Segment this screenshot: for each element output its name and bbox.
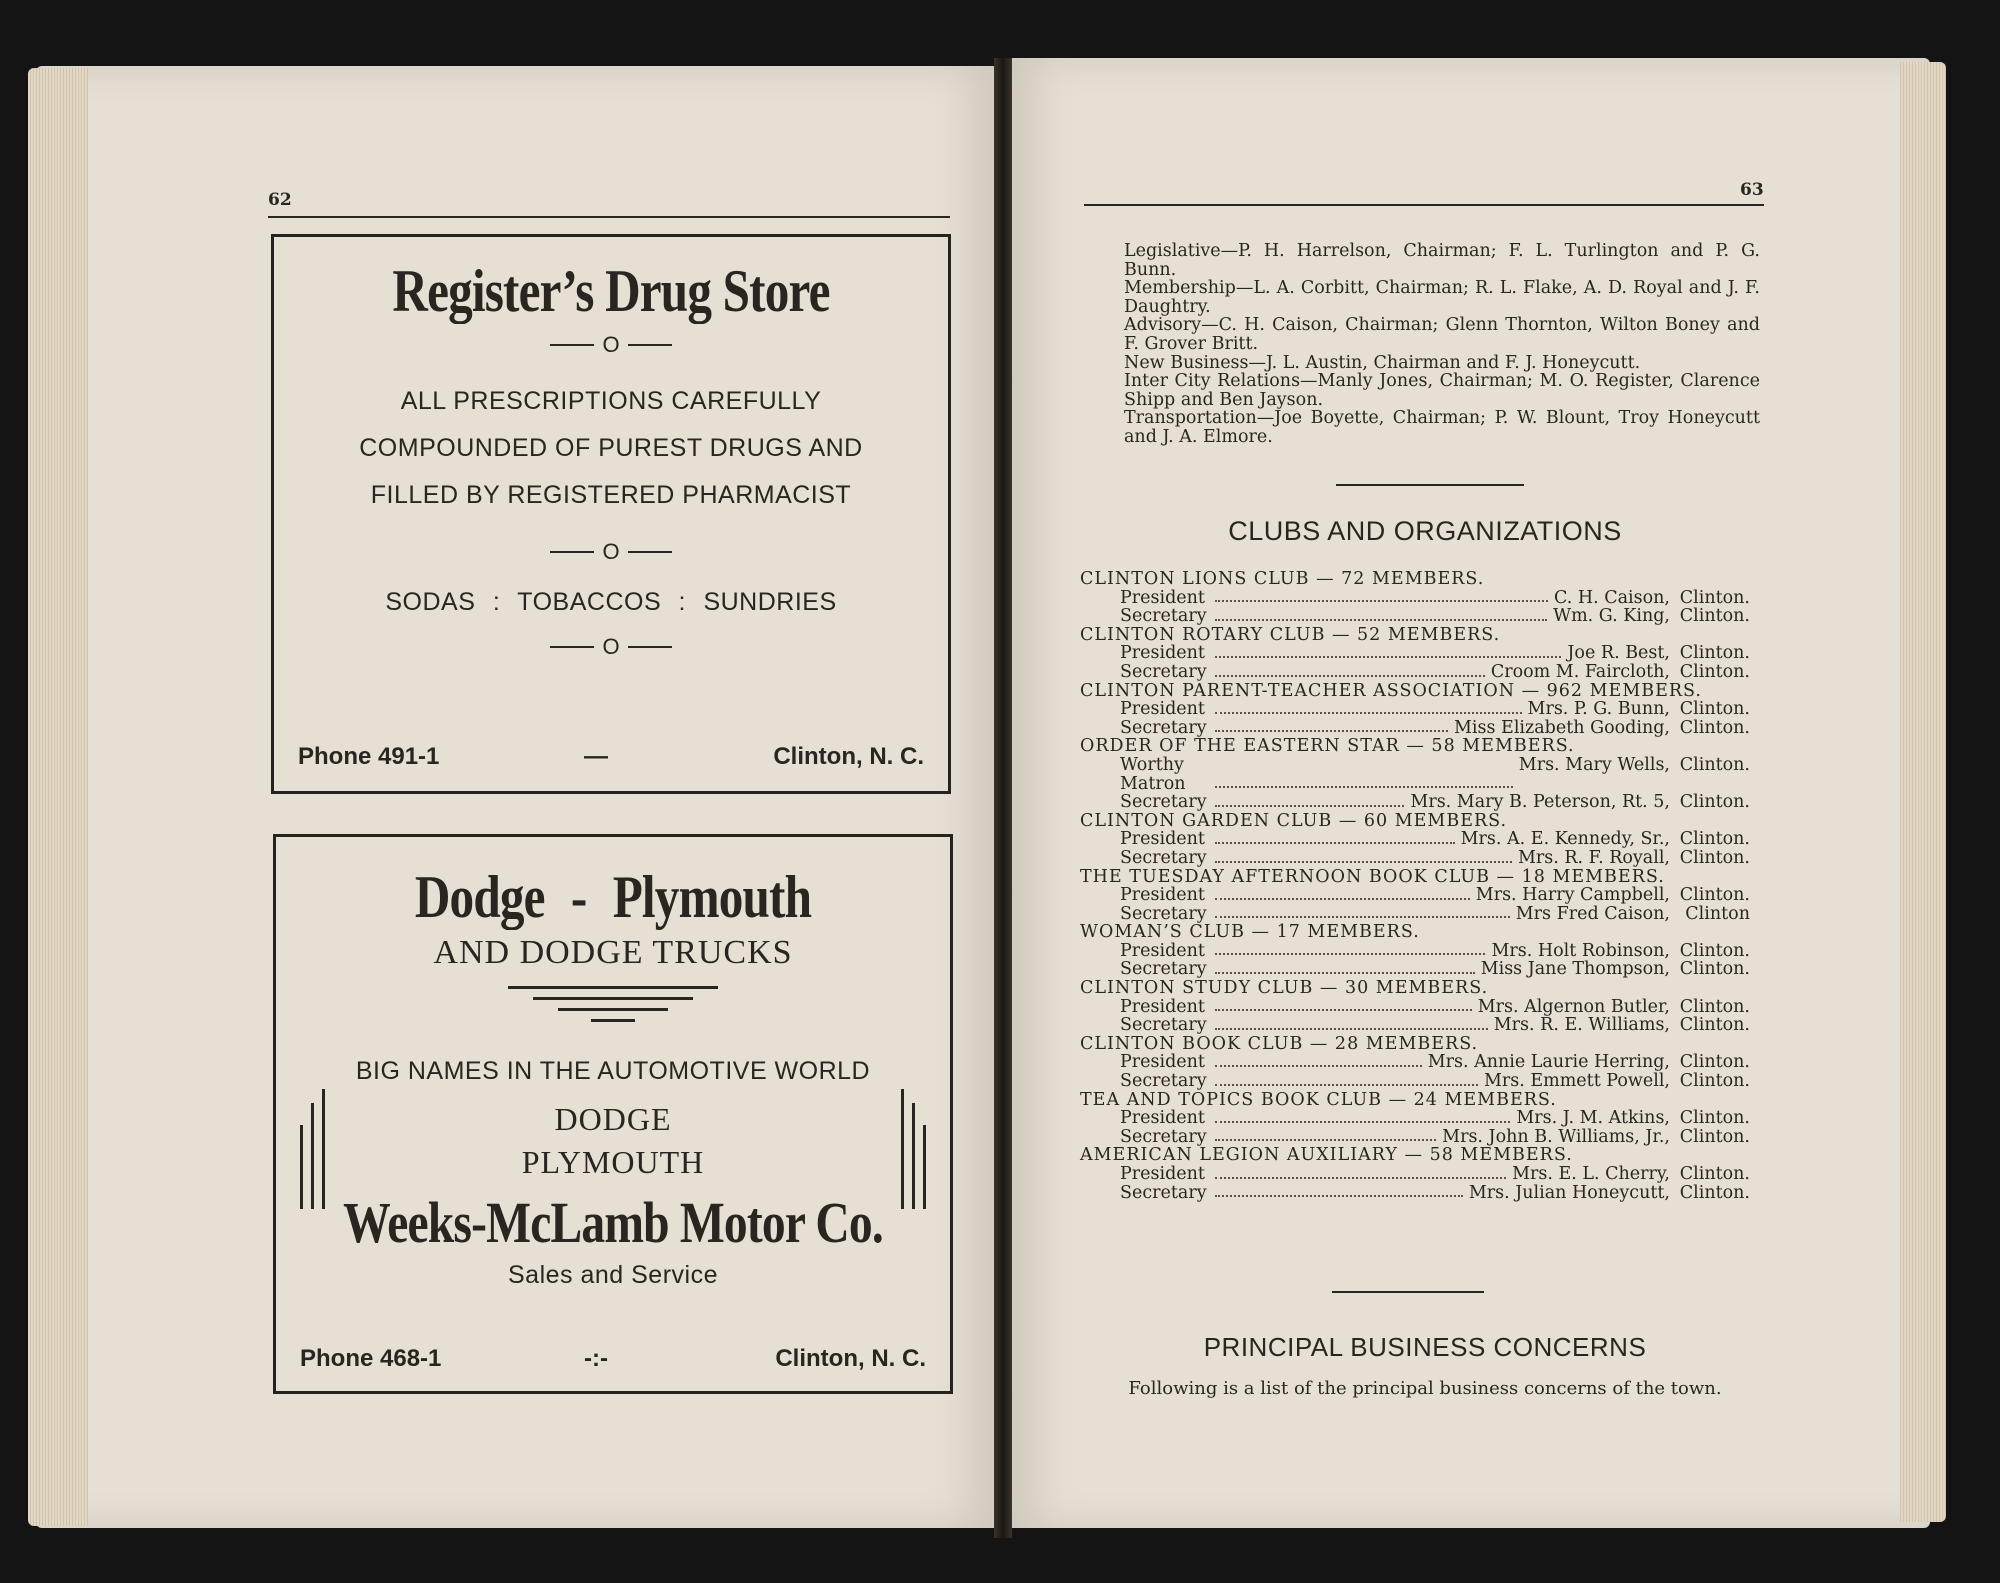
officer-role: Worthy Matron xyxy=(1120,754,1186,794)
clubs-heading: CLUBS AND ORGANIZATIONS xyxy=(1228,516,1622,546)
club-name: CLINTON STUDY CLUB — 30 MEMBERS. xyxy=(1080,978,1489,999)
officer-row xyxy=(1080,1165,1750,1184)
officer-role: Secretary xyxy=(1120,1182,1207,1203)
committee-list xyxy=(1124,242,1760,447)
section-rule xyxy=(1332,1291,1484,1293)
ad-phone: Phone 491-1 xyxy=(298,743,440,770)
officer-role: President xyxy=(1120,829,1205,850)
officer-role: Secretary xyxy=(1120,717,1207,738)
committee-entry: Transportation—Joe Boyette, Chairman; P. W. Blount, Troy Honeycutt and J. A. Elmore. xyxy=(1124,408,1760,447)
book-spine xyxy=(994,58,1012,1538)
club-name: ORDER OF THE EASTERN STAR — 58 MEMBERS. xyxy=(1080,736,1575,757)
dot-leader xyxy=(1215,886,1470,900)
officer-town: Clinton xyxy=(1685,903,1750,924)
club-name: CLINTON GARDEN CLUB — 60 MEMBERS. xyxy=(1080,810,1508,831)
officer-name: Mrs. Mary B. Peterson, Rt. 5, xyxy=(1410,792,1670,813)
dot-leader xyxy=(1215,1016,1488,1030)
open-book xyxy=(28,58,1946,1538)
club-name: CLINTON BOOK CLUB — 28 MEMBERS. xyxy=(1080,1033,1479,1054)
officer-role: Secretary xyxy=(1120,1071,1207,1092)
officer-row xyxy=(1080,607,1750,626)
officer-row xyxy=(1080,1184,1750,1203)
officer-row xyxy=(1080,905,1750,924)
officer-role: Secretary xyxy=(1120,1015,1207,1036)
officer-name: Joe R. Best, xyxy=(1567,643,1670,664)
officer-role: President xyxy=(1120,1164,1205,1184)
officer-role: President xyxy=(1120,1108,1205,1129)
dot-leader xyxy=(1215,942,1485,956)
dot-leader xyxy=(1215,589,1548,603)
ad-title: Dodge - Plymouth xyxy=(414,864,812,930)
club-name: AMERICAN LEGION AUXILIARY — 58 MEMBERS. xyxy=(1080,1145,1573,1166)
club-name: THE TUESDAY AFTERNOON BOOK CLUB — 18 MEMBERS. xyxy=(1080,866,1665,887)
ad-sundries: SODAS : TOBACCOS : SUNDRIES xyxy=(385,588,837,616)
officer-name: Croom M. Faircloth, xyxy=(1490,661,1670,682)
officer-role: President xyxy=(1120,1052,1205,1073)
officer-row xyxy=(1080,644,1750,663)
officer-row xyxy=(1080,663,1750,682)
officer-town: Clinton. xyxy=(1679,940,1750,961)
officer-town: Clinton. xyxy=(1679,829,1750,850)
ad-phone: Phone 468-1 xyxy=(300,1345,442,1372)
officer-name: Mrs. John B. Williams, Jr., xyxy=(1442,1126,1670,1147)
officer-name: Mrs. E. L. Cherry, xyxy=(1512,1164,1670,1184)
club-name: CLINTON ROTARY CLUB — 52 MEMBERS. xyxy=(1080,624,1501,645)
deco-bars-right xyxy=(901,1103,926,1209)
officer-town: Clinton. xyxy=(1679,717,1750,738)
officer-town: Clinton. xyxy=(1679,1052,1750,1073)
officer-row xyxy=(1080,960,1750,979)
officer-role: Secretary xyxy=(1120,959,1207,980)
officer-name: Mrs. J. M. Atkins, xyxy=(1516,1108,1670,1129)
ad-subtitle: AND DODGE TRUCKS xyxy=(433,934,793,971)
dot-leader xyxy=(1215,719,1448,733)
officer-name: Miss Jane Thompson, xyxy=(1480,959,1670,980)
deco-rule xyxy=(591,1019,635,1022)
officer-row xyxy=(1080,1016,1750,1035)
officer-role: Secretary xyxy=(1120,903,1207,924)
dot-leader xyxy=(1215,663,1485,677)
ad-brand: DODGE xyxy=(554,1101,672,1137)
page-edges-left xyxy=(28,68,88,1526)
deco-bars-left xyxy=(300,1103,325,1209)
club-name: TEA AND TOPICS BOOK CLUB — 24 MEMBERS. xyxy=(1080,1089,1557,1110)
officer-role: President xyxy=(1120,996,1205,1017)
officer-town: Clinton. xyxy=(1679,885,1750,906)
officer-row xyxy=(1080,1053,1750,1072)
page-number-left: 62 xyxy=(268,190,292,210)
officer-name: Mrs. Julian Honeycutt, xyxy=(1468,1182,1670,1203)
dot-leader xyxy=(1215,1109,1510,1123)
ad-title: Register’s Drug Store xyxy=(392,258,830,324)
officer-row xyxy=(1080,1072,1750,1091)
ornament-divider: O xyxy=(274,539,948,565)
dot-leader xyxy=(1215,644,1561,658)
club-name: CLINTON LIONS CLUB — 72 MEMBERS. xyxy=(1080,569,1485,589)
officer-name: Mrs. R. E. Williams, xyxy=(1493,1015,1670,1036)
officer-name: Mrs. Harry Campbell, xyxy=(1475,885,1670,906)
dot-leader xyxy=(1215,960,1475,974)
officer-role: President xyxy=(1120,940,1205,961)
officer-role: Secretary xyxy=(1120,661,1207,682)
page-edges-right xyxy=(1900,62,1946,1522)
dot-leader xyxy=(1215,830,1455,844)
officer-role: President xyxy=(1120,699,1205,720)
officer-town: Clinton. xyxy=(1679,643,1750,664)
officer-town: Clinton. xyxy=(1679,1108,1750,1129)
officer-name: Miss Elizabeth Gooding, xyxy=(1454,717,1670,738)
officer-role: President xyxy=(1120,643,1205,664)
ad-service: Sales and Service xyxy=(507,1261,718,1289)
officer-name: Mrs. A. E. Kennedy, Sr., xyxy=(1460,829,1670,850)
officer-town: Clinton. xyxy=(1679,1126,1750,1147)
officer-row xyxy=(1080,998,1750,1017)
officer-name: Mrs. Mary Wells, xyxy=(1518,754,1670,775)
club-name: WOMAN’S CLUB — 17 MEMBERS. xyxy=(1080,922,1420,943)
ad-registers-drug-store xyxy=(271,234,951,794)
officer-town: Clinton. xyxy=(1679,699,1750,720)
officer-town: Clinton. xyxy=(1679,661,1750,682)
officer-role: Secretary xyxy=(1120,792,1207,813)
header-rule-left xyxy=(268,216,950,218)
officer-town: Clinton. xyxy=(1679,1071,1750,1092)
deco-rule xyxy=(533,997,693,1000)
officer-town: Clinton. xyxy=(1679,1015,1750,1036)
dot-leader xyxy=(1215,1128,1436,1142)
officer-town: Clinton. xyxy=(1679,959,1750,980)
officer-name: Mrs. Emmett Powell, xyxy=(1483,1071,1670,1092)
officer-name: C. H. Caison, xyxy=(1553,587,1670,608)
officer-town: Clinton. xyxy=(1679,754,1750,775)
dot-leader xyxy=(1215,1165,1506,1179)
page-number-right: 63 xyxy=(1740,180,1764,200)
dot-leader xyxy=(1215,1053,1422,1067)
officer-town: Clinton. xyxy=(1679,1164,1750,1184)
ad-brand: PLYMOUTH xyxy=(521,1144,705,1180)
dot-leader xyxy=(1215,607,1547,621)
dot-leader xyxy=(1215,1072,1478,1086)
officer-town: Clinton. xyxy=(1679,996,1750,1017)
officer-name: Mrs. Algernon Butler, xyxy=(1477,996,1670,1017)
officer-name: Mrs. Holt Robinson, xyxy=(1491,940,1670,961)
committee-entry: Membership—L. A. Corbitt, Chairman; R. L. Flake, A. D. Royal and J. F. Daughtry. xyxy=(1124,278,1760,317)
officer-row xyxy=(1080,849,1750,868)
officer-role: President xyxy=(1120,885,1205,906)
officer-town: Clinton. xyxy=(1679,1182,1750,1203)
header-rule-right xyxy=(1084,204,1764,206)
ad-line: ALL PRESCRIPTIONS CAREFULLY xyxy=(400,387,822,415)
ornament-divider: O xyxy=(274,634,948,660)
dot-leader xyxy=(1215,756,1513,788)
officer-row xyxy=(1080,886,1750,905)
officer-name: Mrs Fred Caison, xyxy=(1515,903,1670,924)
officer-name: Mrs. Annie Laurie Herring, xyxy=(1427,1052,1670,1073)
dot-leader xyxy=(1215,700,1522,714)
officer-town: Clinton. xyxy=(1679,587,1750,608)
committee-entry: Inter City Relations—Manly Jones, Chairman; M. O. Register, Clarence Shipp and Ben Jayson. xyxy=(1124,371,1760,410)
clubs-list xyxy=(1080,570,1750,1202)
ornament-divider: O xyxy=(274,332,948,358)
dot-leader xyxy=(1215,849,1512,863)
officer-name: Wm. G. King, xyxy=(1553,606,1670,627)
section-rule xyxy=(1336,484,1524,486)
business-intro: Following is a list of the principal business concerns of the town. xyxy=(1128,1378,1722,1399)
officer-role: Secretary xyxy=(1120,606,1207,627)
club-name: CLINTON PARENT-TEACHER ASSOCIATION — 962 MEMBERS. xyxy=(1080,680,1702,701)
dot-leader xyxy=(1215,905,1510,919)
business-heading: PRINCIPAL BUSINESS CONCERNS xyxy=(1203,1332,1647,1362)
officer-row xyxy=(1080,830,1750,849)
officer-row xyxy=(1080,700,1750,719)
officer-row xyxy=(1080,1109,1750,1128)
officer-role: Secretary xyxy=(1120,1126,1207,1147)
committee-entry: Legislative—P. H. Harrelson, Chairman; F. L. Turlington and P. G. Bunn. xyxy=(1124,241,1760,280)
dot-leader xyxy=(1215,793,1404,807)
officer-town: Clinton. xyxy=(1679,847,1750,868)
ad-location: Clinton, N. C. xyxy=(773,743,924,770)
ad-company: Weeks-McLamb Motor Co. xyxy=(343,1190,883,1255)
officer-role: Secretary xyxy=(1120,847,1207,868)
ad-location: Clinton, N. C. xyxy=(775,1345,926,1372)
officer-row xyxy=(1080,589,1750,608)
ad-body xyxy=(274,378,948,519)
officer-role: President xyxy=(1120,587,1205,608)
ad-line: FILLED BY REGISTERED PHARMACIST xyxy=(370,481,852,509)
officer-row xyxy=(1080,719,1750,738)
ad-dash: — xyxy=(584,743,608,770)
officer-name: Mrs. P. G. Bunn, xyxy=(1527,699,1670,720)
officer-row xyxy=(1080,1128,1750,1147)
dot-leader xyxy=(1215,1184,1463,1198)
officer-row xyxy=(1080,756,1750,793)
officer-row xyxy=(1080,793,1750,812)
officer-name: Mrs. R. F. Royall, xyxy=(1517,847,1670,868)
officer-town: Clinton. xyxy=(1679,792,1750,813)
ad-line: COMPOUNDED OF PUREST DRUGS AND xyxy=(359,434,863,462)
ad-sep: -:- xyxy=(584,1345,608,1372)
committee-entry: Advisory—C. H. Caison, Chairman; Glenn Thornton, Wilton Boney and F. Grover Britt. xyxy=(1124,315,1760,354)
officer-town: Clinton. xyxy=(1679,606,1750,627)
ad-dodge-plymouth xyxy=(273,834,953,1394)
dot-leader xyxy=(1215,998,1472,1012)
deco-rule xyxy=(558,1008,668,1011)
ad-tagline: BIG NAMES IN THE AUTOMOTIVE WORLD xyxy=(355,1057,871,1085)
officer-row xyxy=(1080,942,1750,961)
deco-rule xyxy=(508,986,718,989)
committee-entry: New Business—J. L. Austin, Chairman and F. J. Honeycutt. xyxy=(1124,352,1641,373)
